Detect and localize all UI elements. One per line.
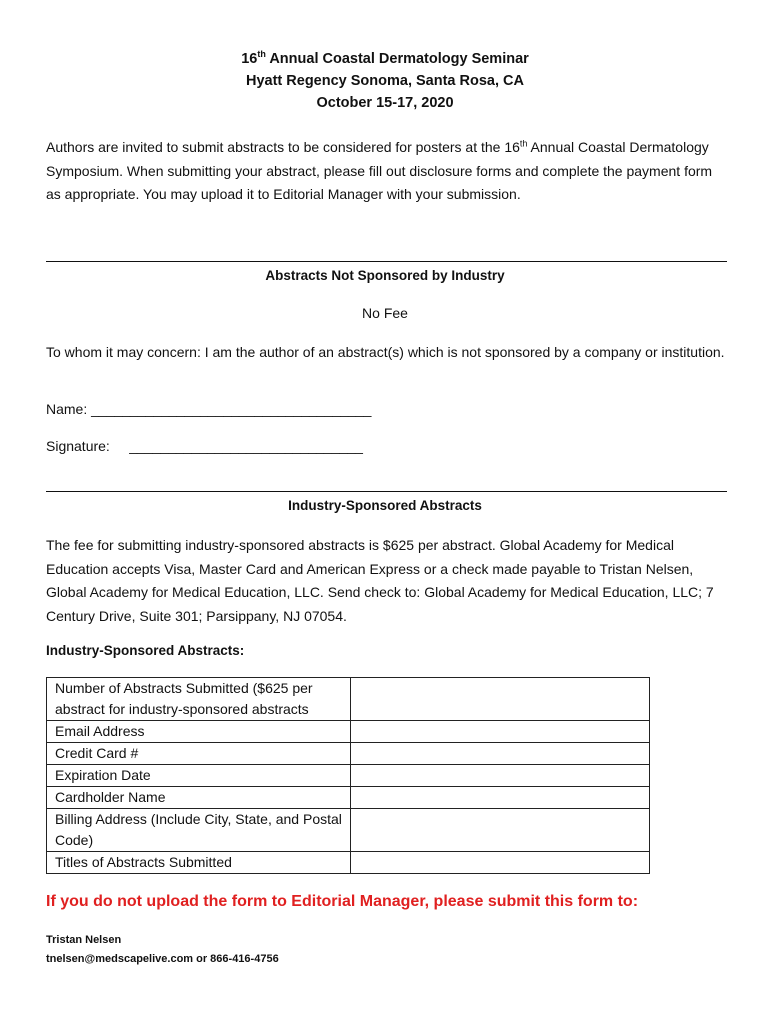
- table-row: [47, 787, 650, 809]
- seminar-venue: Hyatt Regency Sonoma, Santa Rosa, CA: [246, 73, 524, 89]
- email-input[interactable]: [350, 721, 650, 743]
- table-row: [47, 852, 650, 874]
- table-row: [47, 743, 650, 765]
- row-label-billing-address: Billing Address (Include City, State, and Postal Code): [47, 809, 351, 852]
- seminar-dates: October 15-17, 2020: [316, 95, 454, 111]
- row-label-email: Email Address: [47, 721, 351, 743]
- no-fee-text: No Fee: [362, 305, 408, 321]
- not-sponsored-title: Abstracts Not Sponsored by Industry: [265, 268, 505, 283]
- intro-paragraph: Authors are invited to submit abstracts to be considered for posters at the 16th Annual Coastal Dermatology Symposium. When submitting your abstract, please fill out disclosure forms and complete the payment form as appropriate. You may upload it to Editorial Manager with your submission.: [46, 138, 713, 202]
- payment-form-label: Industry-Sponsored Abstracts:: [46, 643, 245, 658]
- contact-info[interactable]: tnelsen@medscapelive.com or 866-416-4756: [46, 953, 279, 965]
- sponsored-title: Industry-Sponsored Abstracts: [288, 498, 482, 513]
- expiration-input[interactable]: [350, 765, 650, 787]
- section-divider: [46, 491, 727, 492]
- credit-card-input[interactable]: [350, 743, 650, 765]
- row-label-abstract-count: Number of Abstracts Submitted ($625 per abstract for industry-sponsored abstracts: [47, 678, 351, 721]
- author-statement: To whom it may concern: I am the author of an abstract(s) which is not sponsored by a company or institution.: [46, 344, 725, 360]
- fee-paragraph: The fee for submitting industry-sponsored abstracts is $625 per abstract. Global Academy for Medical Education accepts Visa, Master Card and American Express or a check made payable to Tristan Nelsen, Global Academy for Medical Education, LLC. Send check to: Global Academy for Medical Education, LLC; 7 Century Drive, Suite 301; Parsippany, NJ 07054.: [46, 537, 714, 624]
- section-divider: [46, 261, 727, 262]
- titles-input[interactable]: [350, 852, 650, 874]
- submission-instruction: If you do not upload the form to Editorial Manager, please submit this form to:: [46, 893, 639, 910]
- abstract-count-input[interactable]: [350, 678, 650, 721]
- table-row: [47, 721, 650, 743]
- name-field[interactable]: Name: ____________________________________: [46, 401, 372, 417]
- row-label-cardholder: Cardholder Name: [47, 787, 351, 809]
- row-label-titles: Titles of Abstracts Submitted: [47, 852, 351, 874]
- row-label-expiration: Expiration Date: [47, 765, 351, 787]
- row-label-credit-card: Credit Card #: [47, 743, 351, 765]
- billing-address-input[interactable]: [350, 809, 650, 852]
- contact-name: Tristan Nelsen: [46, 934, 122, 946]
- seminar-header: [0, 48, 770, 114]
- table-row: [47, 765, 650, 787]
- signature-field[interactable]: Signature: ______________________________: [46, 438, 363, 454]
- table-row: [47, 678, 650, 721]
- cardholder-input[interactable]: [350, 787, 650, 809]
- payment-form-table: [46, 677, 650, 874]
- table-row: [47, 809, 650, 852]
- seminar-title: 16th Annual Coastal Dermatology Seminar: [241, 49, 529, 67]
